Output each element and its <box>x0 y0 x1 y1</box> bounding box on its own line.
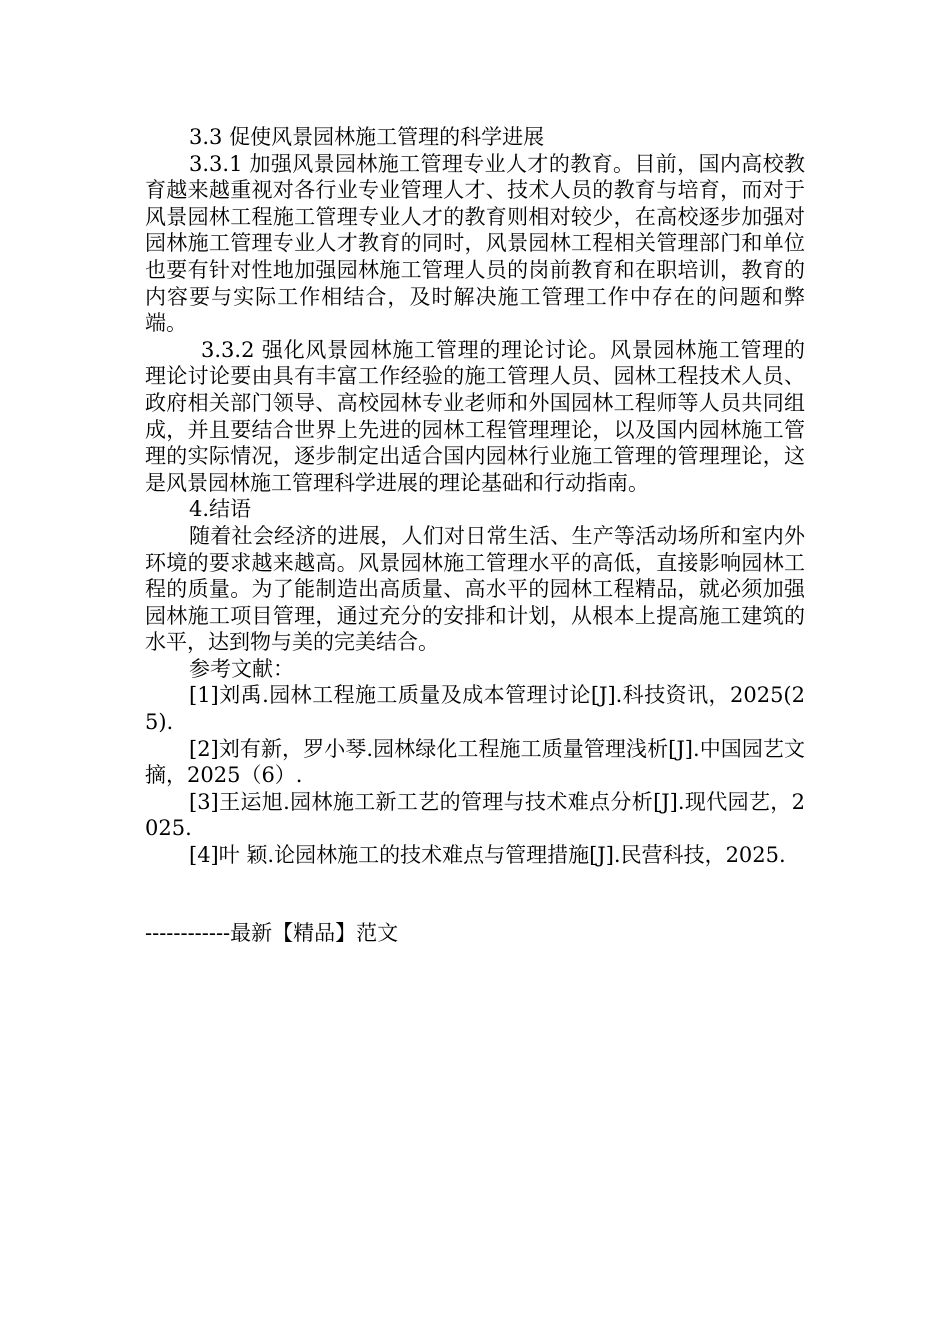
reference-item-3: [3]王运旭.园林施工新工艺的管理与技术难点分析[J].现代园艺，2025. <box>145 789 805 841</box>
footer-tagline: ------------最新【精品】范文 <box>145 921 399 945</box>
reference-item-4: [4]叶 颖.论园林施工的技术难点与管理措施[J].民营科技，2025. <box>189 843 786 868</box>
reference-item-2: [2]刘有新，罗小琴.园林绿化工程施工质量管理浅析[J].中国园艺文摘，2025（6）. <box>145 736 805 788</box>
conclusion-heading: 4.结语 <box>189 497 252 522</box>
references-heading: 参考文献： <box>189 656 294 681</box>
conclusion-paragraph: 随着社会经济的进展，人们对日常生活、生产等活动场所和室内外环境的要求越来越高。风景园林施工管理水平的高低，直接影响园林工程的质量。为了能制造出高质量、高水平的园林工程精品，就必须加强园林施工项目管理，通过充分的安排和计划，从根本上提高施工建筑的水平，达到物与美的完美结合。 <box>145 523 805 655</box>
reference-item-1: [1]刘禹.园林工程施工质量及成本管理讨论[J].科技资讯，2025(25). <box>145 683 805 735</box>
document-body <box>145 124 805 869</box>
paragraph-3-3-2: 3.3.2 强化风景园林施工管理的理论讨论。风景园林施工管理的理论讨论要由具有丰富工作经验的施工管理人员、园林工程技术人员、政府相关部门领导、高校园林专业老师和外国园林工程师等人员共同组成，并且要结合世界上先进的园林工程管理理论，以及国内园林施工管理的实际情况，逐步制定出适合国内园林行业施工管理的管理理论，这是风景园林施工管理科学进展的理论基础和行动指南。 <box>145 337 805 495</box>
section-heading: 3.3 促使风景园林施工管理的科学进展 <box>189 125 545 149</box>
paragraph-3-3-1: 3.3.1 加强风景园林施工管理专业人才的教育。目前，国内高校教育越来越重视对各行业专业管理人才、技术人员的教育与培育，而对于风景园林工程施工管理专业人才的教育则相对较少，在高校逐步加强对园林施工管理专业人才教育的同时，风景园林工程相关管理部门和单位也要有针对性地加强园林施工管理人员的岗前教育和在职培训，教育的内容要与实际工作相结合，及时解决施工管理工作中存在的问题和弊端。 <box>145 151 805 336</box>
